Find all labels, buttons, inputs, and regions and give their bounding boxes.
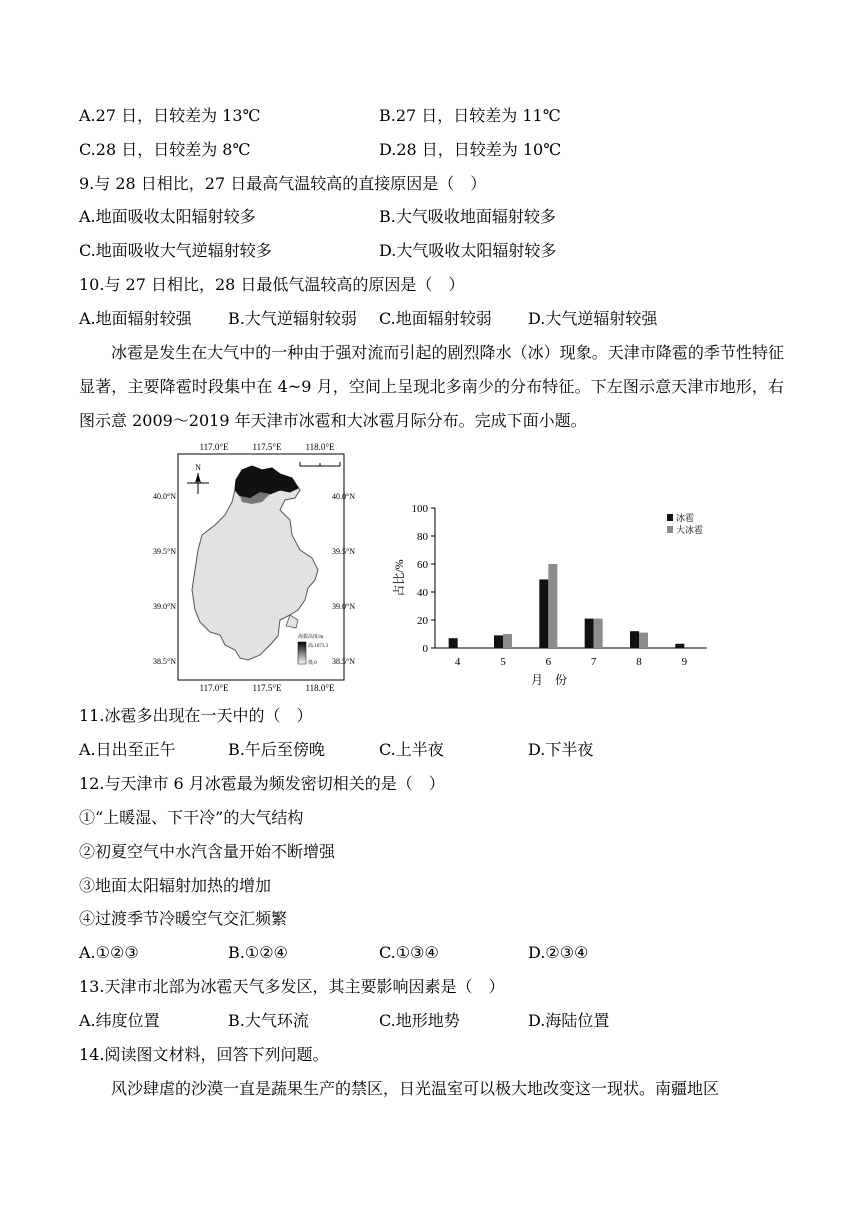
q12-statement-3: ③地面太阳辐射加热的增加 (79, 876, 272, 895)
q13-option-c: C.地形地势 (379, 1011, 460, 1030)
x-tick-label: 7 (590, 656, 597, 668)
map-bottom-lon-1: 117.0°E (199, 683, 229, 693)
map-left-lat-1: 40.0°N (153, 492, 176, 501)
q10-option-d: D.大气逆辐射较强 (528, 309, 658, 328)
map-bottom-lon-3: 118.0°E (305, 683, 335, 693)
q12-option-b: B.①②④ (228, 943, 288, 962)
q11-option-d: D.下半夜 (528, 740, 594, 759)
north-label: N (195, 463, 201, 472)
q13-option-a: A.纬度位置 (79, 1011, 160, 1030)
q12-statement-1: ①“上暖湿、下干冷”的大气结构 (79, 808, 304, 827)
q10-option-a: A.地面辐射较强 (79, 309, 192, 328)
q9-option-b: B.大气吸收地面辐射较多 (379, 207, 556, 226)
map-right-lat-4: 38.5°N (332, 657, 355, 666)
map-top-lon-1: 117.0°E (199, 442, 229, 452)
q14-stem: 14.阅读图文材料，回答下列问题。 (79, 1045, 329, 1064)
legend-swatch (667, 514, 673, 521)
map-right-lat-2: 39.5°N (332, 547, 355, 556)
bar-hail (585, 619, 594, 648)
x-tick-label: 8 (636, 656, 642, 668)
greenhouse-passage: 风沙肆虐的沙漠一直是蔬果生产的禁区，日光温室可以极大地改变这一现状。南疆地区 (111, 1079, 720, 1098)
q12-statement-2: ②初夏空气中水汽含量开始不断增强 (79, 842, 336, 861)
map-top-lon-2: 117.5°E (252, 442, 282, 452)
y-axis-title: 占比/% (392, 559, 406, 597)
q10-option-b: B.大气逆辐射较弱 (228, 309, 357, 328)
q11-option-c: C.上半夜 (379, 740, 444, 759)
map-top-lon-3: 118.0°E (305, 442, 335, 452)
q12-statement-4: ④过渡季节冷暖空气交汇频繁 (79, 909, 288, 928)
map-left-lat-4: 38.5°N (153, 657, 176, 666)
map-bottom-lon-2: 117.5°E (252, 683, 282, 693)
map-right-lat-3: 39.0°N (332, 602, 355, 611)
q11-stem: 11.冰雹多出现在一天中的（ ） (79, 706, 313, 725)
x-tick-label: 4 (454, 656, 461, 668)
hail-monthly-bar-chart (385, 500, 725, 690)
map-left-lat-3: 39.0°N (153, 602, 176, 611)
legend-label: 冰雹 (676, 513, 695, 523)
bar-hail (539, 579, 548, 648)
q8-option-d: D.28 日，日较差为 10℃ (379, 140, 562, 159)
bar-large-hail (548, 564, 557, 648)
bar-hail (449, 638, 458, 648)
q9-option-d: D.大气吸收太阳辐射较多 (379, 241, 557, 260)
hail-passage: 冰雹是发生在大气中的一种由于强对流而引起的剧烈降水（冰）现象。天津市降雹的季节性特征显著，主要降雹时段集中在 4~9 月，空间上呈现北多南少的分布特征。下左图示意天津市地形，右图示意 2009～2019 年天津市冰雹和大冰雹月际分布。完成下面小题。 (79, 343, 784, 430)
bar-hail (494, 635, 503, 648)
bar-large-hail (639, 633, 648, 648)
y-tick-label: 0 (422, 643, 428, 655)
legend-label: 大冰雹 (676, 525, 704, 535)
y-tick-label: 80 (417, 531, 428, 543)
bar-hail (630, 631, 639, 648)
map-left-lat-2: 39.5°N (153, 547, 176, 556)
x-tick-label: 9 (681, 656, 688, 668)
legend-title: 海拔高度/m (298, 635, 324, 640)
q9-option-a: A.地面吸收太阳辐射较多 (79, 207, 256, 226)
q8-option-c: C.28 日，日较差为 8℃ (79, 140, 251, 159)
bar-large-hail (503, 634, 512, 648)
x-axis-title: 月 份 (530, 673, 568, 687)
bar-large-hail (594, 619, 603, 648)
bar-hail (675, 644, 684, 648)
q10-stem: 10.与 27 日相比，28 日最低气温较高的原因是（ ） (79, 275, 465, 294)
q12-stem: 12.与天津市 6 月冰雹最为频发密切相关的是（ ） (79, 774, 445, 793)
y-tick-label: 40 (417, 587, 428, 599)
legend-low: 低:0 (308, 661, 317, 666)
y-tick-label: 100 (411, 503, 428, 515)
legend-swatch (667, 526, 673, 533)
x-tick-label: 5 (500, 656, 506, 668)
q9-stem: 9.与 28 日相比，27 日最高气温较高的直接原因是（ ） (79, 174, 487, 193)
x-tick-label: 6 (545, 656, 552, 668)
q8-option-a: A.27 日，日较差为 13℃ (79, 106, 261, 125)
y-tick-label: 60 (417, 559, 428, 571)
q11-option-b: B.午后至傍晚 (228, 740, 325, 759)
q12-option-a: A.①②③ (79, 943, 139, 962)
q13-stem: 13.天津市北部为冰雹天气多发区，其主要影响因素是（ ） (79, 977, 505, 996)
q13-option-b: B.大气环流 (228, 1011, 309, 1030)
q13-option-d: D.海陆位置 (528, 1011, 610, 1030)
q11-option-a: A.日出至正午 (79, 740, 176, 759)
q10-option-c: C.地面辐射较弱 (379, 309, 492, 328)
map-right-lat-1: 40.0°N (332, 492, 355, 501)
q12-option-d: D.②③④ (528, 943, 589, 962)
tianjin-terrain-map (140, 440, 360, 695)
q9-option-c: C.地面吸收大气逆辐射较多 (79, 241, 272, 260)
legend-high: 高:1073.3 (308, 644, 329, 649)
q8-option-b: B.27 日，日较差为 11℃ (379, 106, 561, 125)
q12-option-c: C.①③④ (379, 943, 439, 962)
y-tick-label: 20 (417, 615, 428, 627)
